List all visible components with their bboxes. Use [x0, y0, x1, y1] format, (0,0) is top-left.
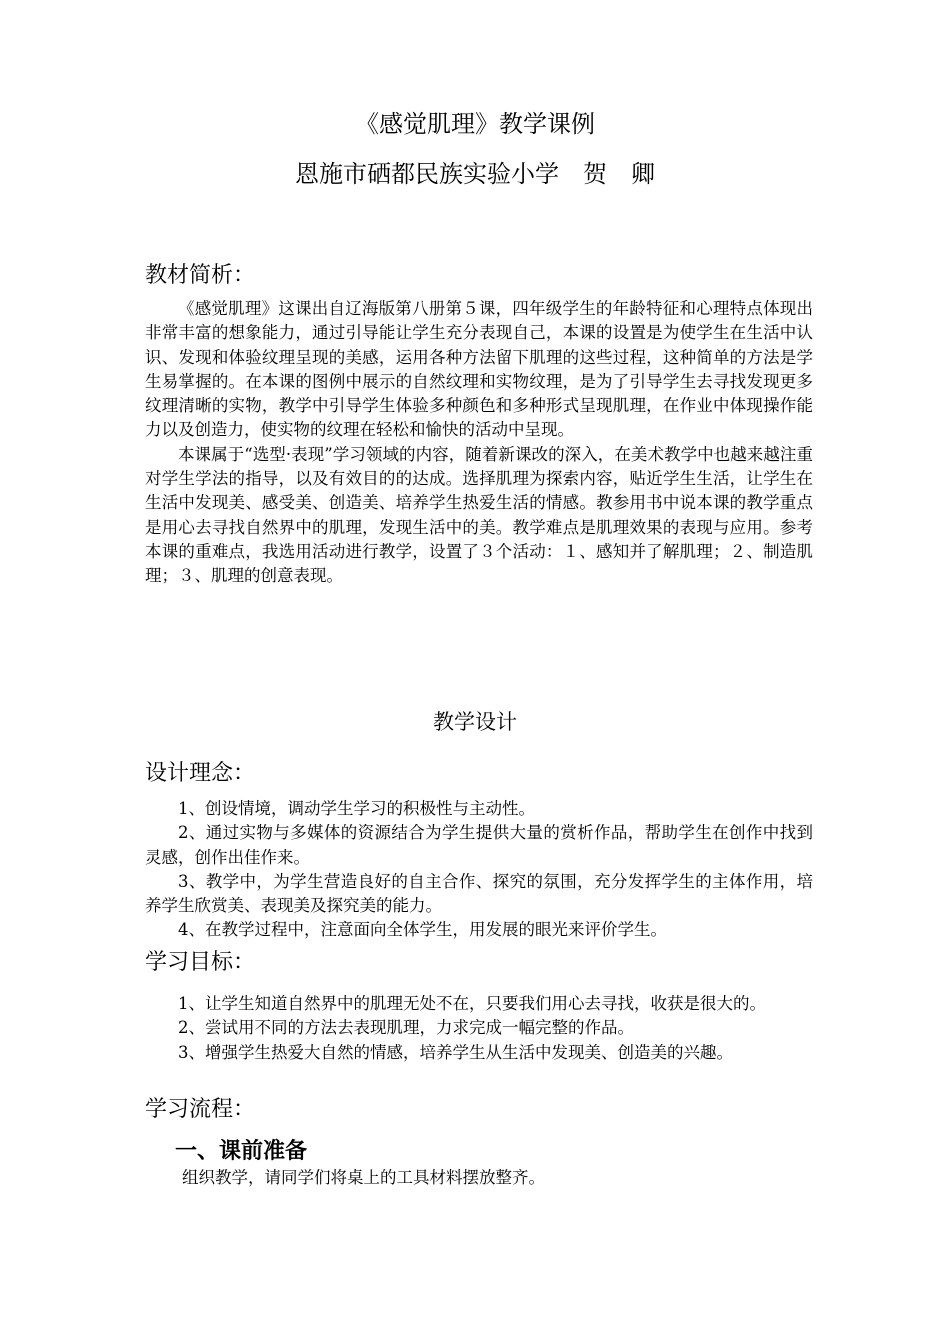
analysis-heading: 教材简析：	[145, 263, 256, 288]
goals-body	[145, 992, 813, 1065]
goals-heading: 学习目标：	[145, 950, 256, 975]
concept-heading: 设计理念：	[145, 761, 256, 786]
concept-item: 2、通过实物与多媒体的资源结合为学生提供大量的赏析作品，帮助学生在创作中找到灵感，创作出佳作来。	[145, 823, 813, 867]
goal-item: 2、尝试用不同的方法去表现肌理，力求完成一幅完整的作品。	[178, 1018, 634, 1038]
process-subheading: 一、课前准备	[175, 1139, 308, 1164]
concept-item: 4、在教学过程中，注意面向全体学生，用发展的眼光来评价学生。	[178, 920, 667, 940]
concept-item: 1、创设情境，调动学生学习的积极性与主动性。	[178, 799, 535, 818]
document-title: 《感觉肌理》教学课例	[355, 110, 595, 138]
concept-item: 3、教学中，为学生营造良好的自主合作、探究的氛围，充分发挥学生的主体作用，培养学生欣赏美、表现美及探究美的能力。	[145, 871, 813, 916]
concept-body	[145, 797, 813, 943]
author-line: 恩施市硒都民族实验小学 贺 卿	[295, 160, 655, 188]
goal-item: 3、增强学生热爱大自然的情感，培养学生从生活中发现美、创造美的兴趣。	[178, 1042, 733, 1062]
analysis-paragraph: 《感觉肌理》这课出自辽海版第八册第５课，四年级学生的年龄特征和心理特点体现出非常丰富的想象能力，通过引导能让学生充分表现自己，本课的设置是为使学生在生活中认识、发现和体验纹理呈现的美感，运用各种方法留下肌理的这些过程，这种简单的方法是学生易掌握的。在本课的图例中展示的自然纹理和实物纹理，是为了引导学生去寻找发现更多纹理清晰的实物，教学中引导学生体验多种颜色和多种形式呈现肌理，在作业中体现操作能力以及创造力，使实物的纹理在轻松和愉快的活动中呈现。	[145, 299, 813, 440]
design-heading: 教学设计	[433, 710, 517, 734]
analysis-body	[145, 297, 813, 589]
process-paragraph: 组织教学，请同学们将桌上的工具材料摆放整齐。	[182, 1168, 545, 1187]
analysis-paragraph: 本课属于“选型·表现”学习领域的内容，随着新课改的深入，在美术教学中也越来越注重对学生学法的指导，以及有效目的的达成。选择肌理为探索内容，贴近学生生活，让学生在生活中发现美、感受美、创造美、培养学生热爱生活的情感。教参用书中说本课的教学重点是用心去寻找自然界中的肌理，发现生活中的美。教学难点是肌理效果的表现与应用。参考本课的重难点，我选用活动进行教学，设置了３个活动：１、感知并了解肌理；２、制造肌理；３、肌理的创意表现。	[145, 444, 813, 586]
process-heading: 学习流程：	[145, 1097, 256, 1122]
process-body	[182, 1166, 813, 1190]
goal-item: 1、让学生知道自然界中的肌理无处不在，只要我们用心去寻找，收获是很大的。	[178, 994, 766, 1013]
